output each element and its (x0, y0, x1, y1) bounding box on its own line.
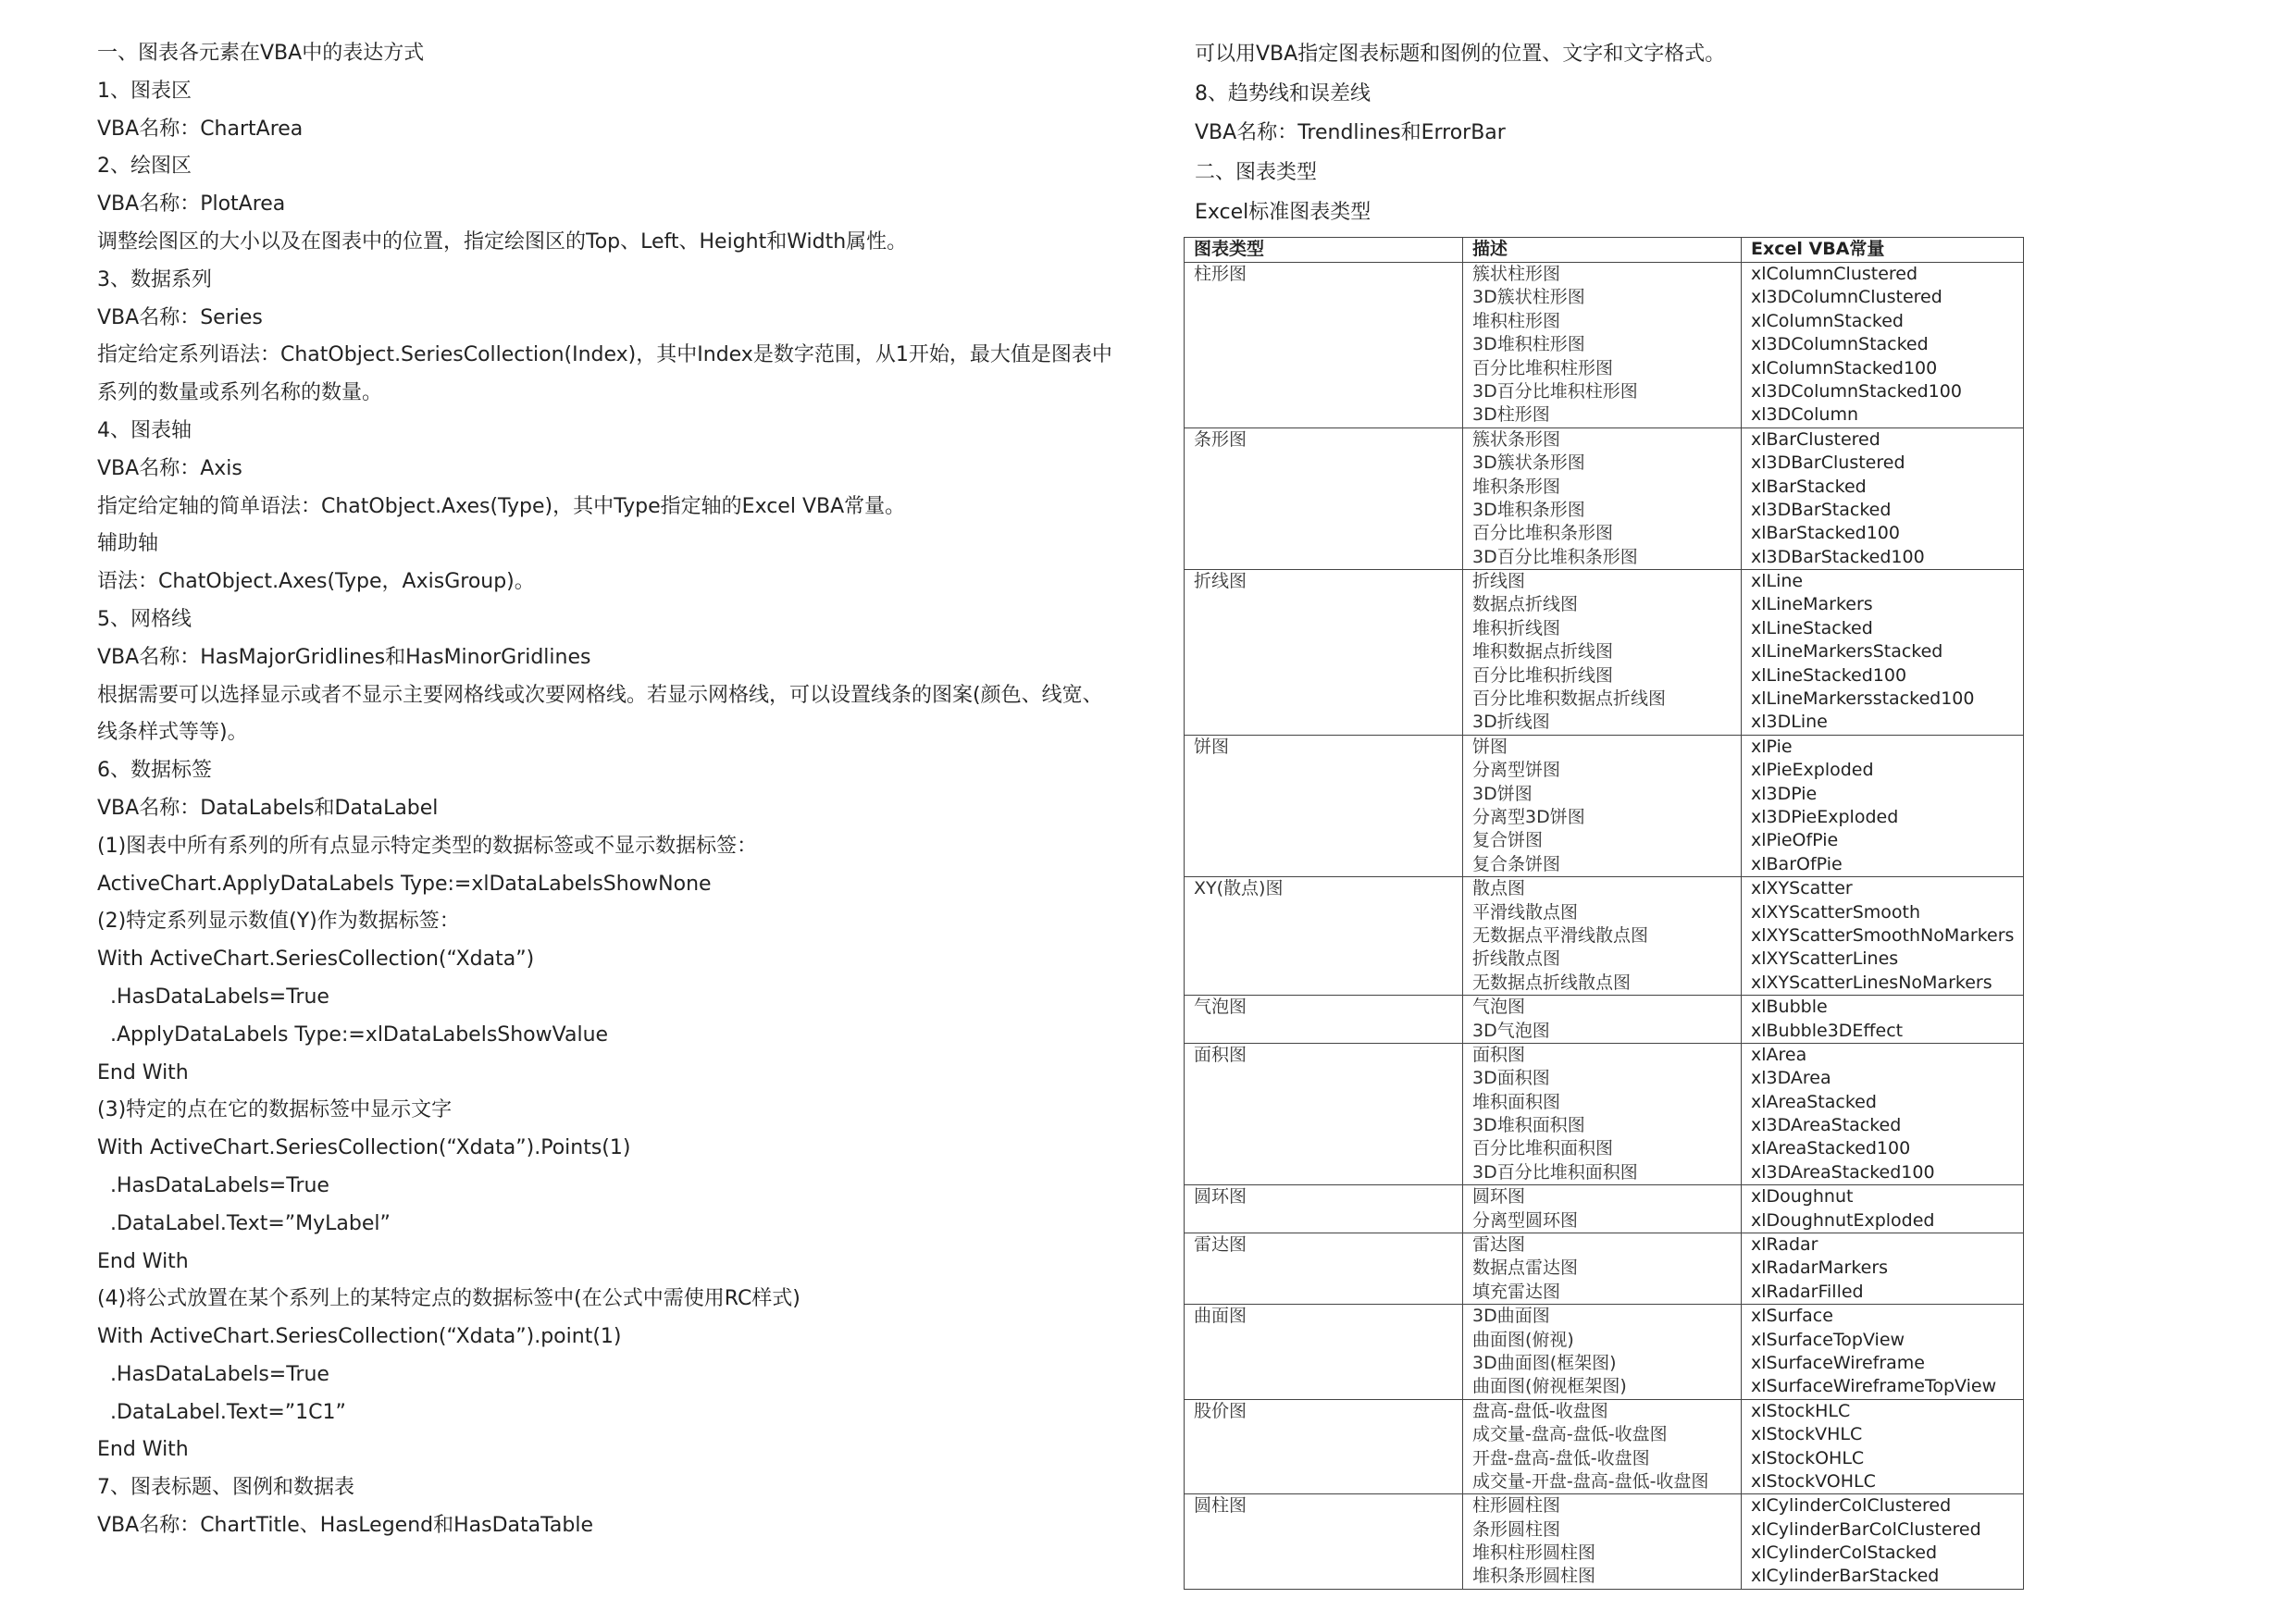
description-item: 3D簇状柱形图 (1472, 287, 1585, 308)
table-row (1185, 263, 2024, 428)
text-line: 系列的数量或系列名称的数量。 (97, 381, 383, 405)
description-item: 曲面图(俯视) (1472, 1329, 1574, 1350)
chart-type-cell: 圆环图 (1185, 1185, 1463, 1233)
text-line: End With (97, 1438, 189, 1462)
text-line: 4、图表轴 (97, 418, 192, 442)
vba-constant-item: xl3DColumnClustered (1751, 287, 1942, 308)
vba-constant-item: xlPie (1751, 736, 1793, 757)
text-line: 1、图表区 (97, 79, 192, 103)
description-cell (1463, 735, 1742, 876)
text-line: 指定给定轴的简单语法：ChatObject.Axes(Type)，其中Type指定轴的Excel VBA常量。 (97, 494, 906, 518)
description-cell (1463, 1043, 1742, 1184)
table-row (1185, 1494, 2024, 1590)
chart-type-cell: 曲面图 (1185, 1305, 1463, 1400)
vba-constant-item: xl3DArea (1751, 1068, 1831, 1089)
chart-type-cell: XY(散点)图 (1185, 877, 1463, 996)
vba-constant-item: xlDoughnut (1751, 1186, 1854, 1208)
description-item: 无数据点平滑线散点图 (1472, 924, 1649, 946)
header-description: 描述 (1463, 238, 1742, 263)
vba-constant-item: xlCylinderBarStacked (1751, 1566, 1940, 1587)
text-line: .HasDataLabels=True (97, 1173, 329, 1197)
vba-constant-cell (1742, 427, 2024, 569)
vba-constant-item: xlXYScatterSmooth (1751, 901, 1921, 923)
vba-constant-item: xlAreaStacked (1751, 1091, 1877, 1112)
vba-constant-cell (1742, 1305, 2024, 1400)
vba-constant-item: xlLineStacked (1751, 617, 1873, 638)
text-line: VBA名称：Trendlines和ErrorBar (1195, 121, 1506, 145)
description-item: 3D堆积条形图 (1472, 499, 1585, 520)
description-item: 3D折线图 (1472, 712, 1550, 733)
chart-type-cell: 圆柱图 (1185, 1494, 1463, 1590)
description-cell (1463, 570, 1742, 736)
description-item: 分离型3D饼图 (1472, 806, 1585, 827)
table-row (1185, 570, 2024, 736)
vba-constant-item: xl3DColumnStacked100 (1751, 380, 1962, 402)
vba-constant-item: xlColumnStacked (1751, 310, 1904, 331)
vba-constant-item: xlBubble (1751, 997, 1828, 1018)
text-line: 6、数据标签 (97, 759, 212, 783)
text-line: 线条样式等等)。 (97, 721, 248, 745)
vba-constant-item: xl3DPie (1751, 783, 1818, 804)
description-item: 堆积条形图 (1472, 476, 1561, 497)
vba-constant-item: xlDoughnutExploded (1751, 1209, 1935, 1231)
vba-constant-item: xlXYScatter (1751, 878, 1853, 899)
table-row (1185, 1185, 2024, 1233)
text-line: 7、图表标题、图例和数据表 (97, 1476, 354, 1500)
vba-constant-item: xlSurfaceWireframe (1751, 1352, 1925, 1373)
table-row (1185, 427, 2024, 569)
vba-constant-item: xlLineMarkersStacked (1751, 641, 1943, 663)
text-line: .HasDataLabels=True (97, 985, 329, 1009)
description-item: 百分比堆积条形图 (1472, 523, 1614, 544)
description-item: 数据点折线图 (1472, 594, 1579, 615)
description-item: 填充雷达图 (1472, 1281, 1561, 1302)
vba-constant-cell (1742, 996, 2024, 1044)
table-row (1185, 735, 2024, 876)
description-item: 气泡图 (1472, 997, 1526, 1018)
vba-constant-cell (1742, 570, 2024, 736)
description-item: 堆积柱形圆柱图 (1472, 1542, 1596, 1564)
description-item: 复合条饼图 (1472, 853, 1561, 874)
table-row (1185, 1043, 2024, 1184)
description-item: 3D簇状条形图 (1472, 452, 1585, 474)
description-item: 复合饼图 (1472, 830, 1544, 851)
header-chart-type: 图表类型 (1185, 238, 1463, 263)
vba-constant-item: xlXYScatterSmoothNoMarkers (1751, 924, 2015, 946)
text-line: 根据需要可以选择显示或者不显示主要网格线或次要网格线。若显示网格线，可以设置线条的图案(颜色、线宽、 (97, 683, 1103, 707)
text-line: (1)图表中所有系列的所有点显示特定类型的数据标签或不显示数据标签： (97, 834, 758, 858)
description-item: 百分比堆积柱形图 (1472, 357, 1614, 378)
description-item: 折线图 (1472, 571, 1526, 592)
vba-constant-item: xlLineMarkers (1751, 594, 1873, 615)
text-line: (3)特定的点在它的数据标签中显示文字 (97, 1098, 453, 1122)
description-item: 百分比堆积数据点折线图 (1472, 688, 1667, 710)
description-item: 分离型圆环图 (1472, 1209, 1579, 1231)
description-item: 簇状柱形图 (1472, 264, 1561, 284)
vba-constant-item: xlLine (1751, 571, 1804, 592)
description-item: 堆积面积图 (1472, 1091, 1561, 1112)
description-item: 无数据点折线散点图 (1472, 972, 1632, 993)
table-row (1185, 996, 2024, 1044)
vba-constant-item: xlSurface (1751, 1306, 1833, 1327)
text-line: With ActiveChart.SeriesCollection(“Xdata”) (97, 948, 535, 972)
description-item: 3D百分比堆积柱形图 (1472, 380, 1638, 402)
vba-constant-item: xlLineMarkersstacked100 (1751, 688, 1975, 710)
description-item: 百分比堆积面积图 (1472, 1138, 1614, 1159)
vba-constant-cell (1742, 1233, 2024, 1305)
vba-constant-item: xl3DPieExploded (1751, 806, 1899, 827)
description-item: 成交量-盘高-盘低-收盘图 (1472, 1424, 1668, 1445)
description-item: 3D曲面图(框架图) (1472, 1352, 1617, 1373)
text-line: VBA名称：Series (97, 305, 263, 329)
description-item: 堆积数据点折线图 (1472, 641, 1614, 663)
vba-constant-item: xl3DColumn (1751, 404, 1859, 426)
vba-constant-item: xlSurfaceWireframeTopView (1751, 1376, 1997, 1397)
vba-constant-item: xl3DAreaStacked (1751, 1115, 1902, 1136)
text-line: VBA名称：ChartArea (97, 117, 304, 141)
vba-constant-item: xl3DBarStacked100 (1751, 546, 1925, 567)
vba-constant-item: xlBubble3DEffect (1751, 1020, 1904, 1041)
text-line: (2)特定系列显示数值(Y)作为数据标签： (97, 910, 460, 934)
description-item: 圆环图 (1472, 1186, 1526, 1208)
description-item: 百分比堆积折线图 (1472, 664, 1614, 686)
description-item: 3D柱形图 (1472, 404, 1550, 426)
text-line: 3、数据系列 (97, 267, 212, 291)
table-row (1185, 1305, 2024, 1400)
vba-constant-item: xlCylinderColStacked (1751, 1542, 1938, 1564)
description-item: 面积图 (1472, 1044, 1526, 1065)
vba-constant-item: xlRadarFilled (1751, 1281, 1864, 1302)
description-cell (1463, 1233, 1742, 1305)
description-item: 3D堆积柱形图 (1472, 334, 1585, 355)
vba-constant-cell (1742, 1494, 2024, 1590)
text-line: 指定给定系列语法：ChatObject.SeriesCollection(Index)，其中Index是数字范围，从1开始，最大值是图表中 (97, 343, 1112, 367)
text-line: 可以用VBA指定图表标题和图例的位置、文字和文字格式。 (1195, 43, 1726, 66)
vba-constant-item: xlArea (1751, 1044, 1807, 1065)
text-line: 5、网格线 (97, 607, 192, 631)
text-line: End With (97, 1060, 189, 1084)
vba-constant-item: xl3DBarClustered (1751, 452, 1905, 474)
text-line: .ApplyDataLabels Type:=xlDataLabelsShowValue (97, 1022, 609, 1047)
vba-constant-item: xlAreaStacked100 (1751, 1138, 1911, 1159)
text-line: With ActiveChart.SeriesCollection(“Xdata”).point(1) (97, 1325, 622, 1349)
vba-constant-item: xl3DBarStacked (1751, 499, 1892, 520)
chart-types-table (1184, 237, 2024, 1590)
chart-type-cell: 条形图 (1185, 427, 1463, 569)
header-vba-constant: Excel VBA常量 (1742, 238, 2024, 263)
description-cell (1463, 1494, 1742, 1590)
right-column (1195, 35, 2028, 232)
text-line: 2、绘图区 (97, 155, 192, 179)
left-column (97, 35, 1143, 1545)
text-line: 调整绘图区的大小以及在图表中的位置，指定绘图区的Top、Left、Height和Width属性。 (97, 229, 908, 254)
description-item: 分离型饼图 (1472, 760, 1561, 781)
description-item: 3D饼图 (1472, 783, 1533, 804)
vba-constant-item: xlPieExploded (1751, 760, 1874, 781)
vba-constant-item: xlBarOfPie (1751, 853, 1843, 874)
description-item: 3D堆积面积图 (1472, 1115, 1585, 1136)
vba-constant-item: xlStockVHLC (1751, 1424, 1863, 1445)
description-item: 饼图 (1472, 736, 1508, 757)
vba-constant-item: xlPieOfPie (1751, 830, 1839, 851)
description-cell (1463, 1185, 1742, 1233)
vba-constant-item: xlSurfaceTopView (1751, 1329, 1905, 1350)
vba-constant-item: xlStockVOHLC (1751, 1470, 1876, 1492)
description-item: 曲面图(俯视框架图) (1472, 1376, 1627, 1397)
vba-constant-item: xlXYScatterLines (1751, 948, 1899, 970)
description-item: 雷达图 (1472, 1234, 1526, 1256)
description-item: 3D百分比堆积条形图 (1472, 546, 1638, 567)
vba-constant-item: xlBarStacked100 (1751, 523, 1900, 544)
vba-constant-cell (1742, 1399, 2024, 1494)
vba-constant-item: xlRadar (1751, 1234, 1818, 1256)
description-cell (1463, 877, 1742, 996)
chart-type-cell: 雷达图 (1185, 1233, 1463, 1305)
text-line: VBA名称：DataLabels和DataLabel (97, 796, 439, 820)
description-item: 数据点雷达图 (1472, 1258, 1579, 1279)
description-cell (1463, 1399, 1742, 1494)
text-line: VBA名称：Axis (97, 456, 242, 480)
vba-constant-item: xlBarStacked (1751, 476, 1867, 497)
vba-constant-cell (1742, 735, 2024, 876)
vba-constant-item: xlStockHLC (1751, 1400, 1851, 1421)
text-line: 一、图表各元素在VBA中的表达方式 (97, 42, 425, 65)
description-item: 盘高-盘低-收盘图 (1472, 1400, 1608, 1421)
description-item: 簇状条形图 (1472, 428, 1561, 450)
vba-constant-item: xl3DColumnStacked (1751, 334, 1929, 355)
description-cell (1463, 263, 1742, 428)
vba-constant-item: xlLineStacked100 (1751, 664, 1907, 686)
description-item: 3D百分比堆积面积图 (1472, 1161, 1638, 1183)
text-line: 8、趋势线和误差线 (1195, 81, 1371, 105)
chart-type-cell: 气泡图 (1185, 996, 1463, 1044)
vba-constant-item: xlStockOHLC (1751, 1447, 1865, 1468)
description-item: 散点图 (1472, 878, 1526, 899)
vba-constant-item: xlCylinderColClustered (1751, 1495, 1952, 1517)
description-item: 条形圆柱图 (1472, 1518, 1561, 1540)
description-cell (1463, 1305, 1742, 1400)
table-header-row (1185, 238, 2024, 263)
text-line: ActiveChart.ApplyDataLabels Type:=xlDataLabelsShowNone (97, 872, 712, 896)
table-row (1185, 1233, 2024, 1305)
vba-constant-item: xl3DLine (1751, 712, 1828, 733)
vba-constant-item: xlColumnStacked100 (1751, 357, 1938, 378)
vba-constant-item: xlColumnClustered (1751, 264, 1918, 284)
description-cell (1463, 427, 1742, 569)
description-item: 堆积折线图 (1472, 617, 1561, 638)
chart-type-cell: 股价图 (1185, 1399, 1463, 1494)
text-line: Excel标准图表类型 (1195, 200, 1371, 224)
vba-constant-cell (1742, 1185, 2024, 1233)
description-item: 3D面积图 (1472, 1068, 1550, 1089)
vba-constant-cell (1742, 877, 2024, 996)
vba-constant-item: xlXYScatterLinesNoMarkers (1751, 972, 1992, 993)
table-row (1185, 1399, 2024, 1494)
description-item: 堆积条形圆柱图 (1472, 1566, 1596, 1587)
text-line: End With (97, 1249, 189, 1273)
vba-constant-item: xlBarClustered (1751, 428, 1880, 450)
description-item: 柱形圆柱图 (1472, 1495, 1561, 1517)
text-line: .DataLabel.Text=”1C1” (97, 1400, 346, 1424)
text-line: .DataLabel.Text=”MyLabel” (97, 1211, 391, 1235)
description-item: 平滑线散点图 (1472, 901, 1579, 923)
text-line: 辅助轴 (97, 532, 159, 556)
chart-type-cell: 饼图 (1185, 735, 1463, 876)
description-item: 折线散点图 (1472, 948, 1561, 970)
chart-type-cell: 柱形图 (1185, 263, 1463, 428)
chart-type-cell: 折线图 (1185, 570, 1463, 736)
text-line: VBA名称：PlotArea (97, 192, 286, 217)
description-cell (1463, 996, 1742, 1044)
text-line: With ActiveChart.SeriesCollection(“Xdata”).Points(1) (97, 1136, 631, 1160)
vba-constant-item: xlCylinderBarColClustered (1751, 1518, 1981, 1540)
description-item: 3D气泡图 (1472, 1020, 1550, 1041)
description-item: 堆积柱形图 (1472, 310, 1561, 331)
vba-constant-cell (1742, 1043, 2024, 1184)
description-item: 开盘-盘高-盘低-收盘图 (1472, 1447, 1650, 1468)
text-line: 语法：ChatObject.Axes(Type，AxisGroup)。 (97, 570, 535, 594)
vba-constant-item: xlRadarMarkers (1751, 1258, 1889, 1279)
description-item: 成交量-开盘-盘高-盘低-收盘图 (1472, 1470, 1709, 1492)
text-line: VBA名称：ChartTitle、HasLegend和HasDataTable (97, 1514, 594, 1538)
table-row (1185, 877, 2024, 996)
text-line: VBA名称：HasMajorGridlines和HasMinorGridlines (97, 645, 591, 669)
vba-constant-cell (1742, 263, 2024, 428)
text-line: .HasDataLabels=True (97, 1362, 329, 1386)
text-line: 二、图表类型 (1195, 161, 1318, 185)
description-item: 3D曲面图 (1472, 1306, 1550, 1327)
text-line: (4)将公式放置在某个系列上的某特定点的数据标签中(在公式中需使用RC样式) (97, 1287, 800, 1311)
vba-constant-item: xl3DAreaStacked100 (1751, 1161, 1935, 1183)
chart-type-cell: 面积图 (1185, 1043, 1463, 1184)
